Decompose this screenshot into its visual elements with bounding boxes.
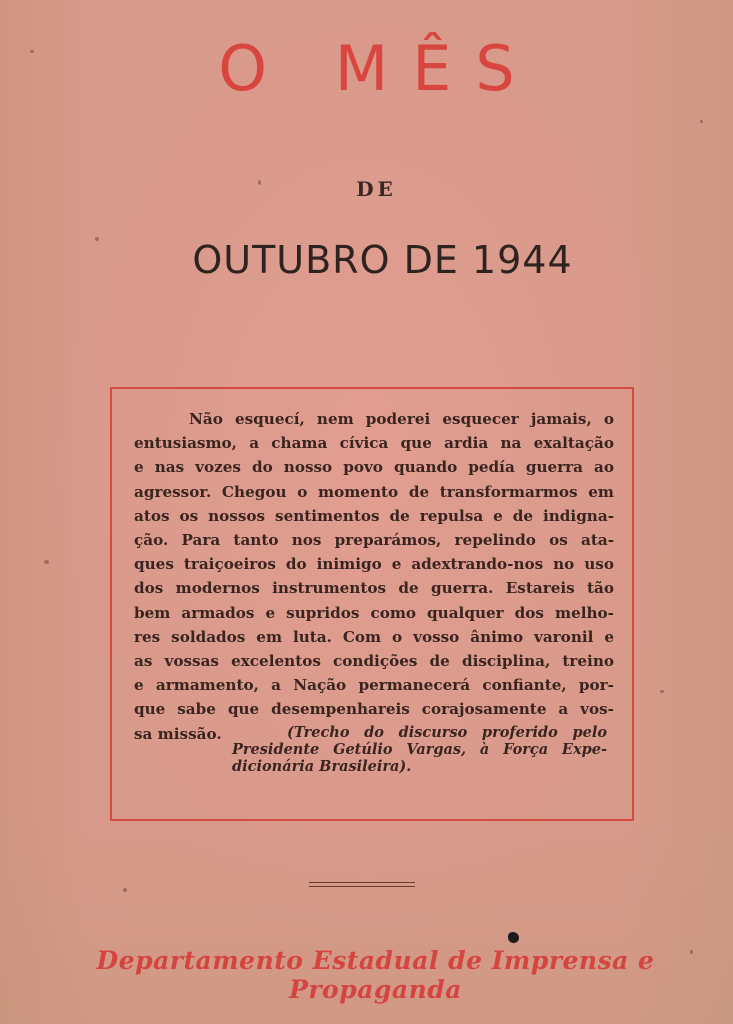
page-title: O MÊS [218,32,539,105]
quote-line: bem armados e supridos como qualquer dos melho- [134,603,614,622]
quote-line: agressor. Chegou o momento de transformarmos em [134,482,614,501]
quote-attribution [232,724,607,775]
paper-speck [700,120,703,123]
quote-line: ção. Para tanto nos preparámos, repelindo os ata- [134,531,614,550]
paper-speck [44,560,49,564]
quote-text [134,407,614,746]
quote-box [110,387,634,821]
ink-blot [508,932,519,943]
attribution-line: Presidente Getúlio Vargas, à Força Expe- [232,741,607,758]
attribution-line: dicionária Brasileira). [232,758,412,775]
quote-line: sa missão. [134,724,222,743]
paper-speck [660,690,664,693]
title-connector: DE [356,177,397,201]
quote-line: que sabe que desempenhareis corajosamente a vos- [134,700,614,719]
quote-line: as vossas excelentos condições de disciplina, treino [134,652,614,671]
publisher-footer: Departamento Estadual de Imprensa e Propaganda [96,946,655,1004]
quote-line: Não esquecí, nem poderei esquecer jamais, o [189,410,614,428]
quote-line: res soldados em luta. Com o vosso ânimo varonil e [134,627,614,646]
quote-line: e armamento, a Nação permanecerá confiante, por- [134,676,614,695]
attribution-line: (Trecho do discurso proferido pelo [287,724,607,741]
double-rule-divider [309,882,415,887]
quote-line: atos os nossos sentimentos de repulsa e de indigna- [134,506,614,525]
paper-speck [123,888,127,892]
quote-line: ques traiçoeiros do inimigo e adextrando-nos no uso [134,555,614,574]
quote-line: entusiasmo, a chama cívica que ardia na exaltação [134,434,614,453]
quote-line: e nas vozes do nosso povo quando pedía guerra ao [134,458,614,477]
quote-line: dos modernos instrumentos de guerra. Estareis tão [134,579,614,598]
page-subtitle: OUTUBRO DE 1944 [192,238,573,282]
